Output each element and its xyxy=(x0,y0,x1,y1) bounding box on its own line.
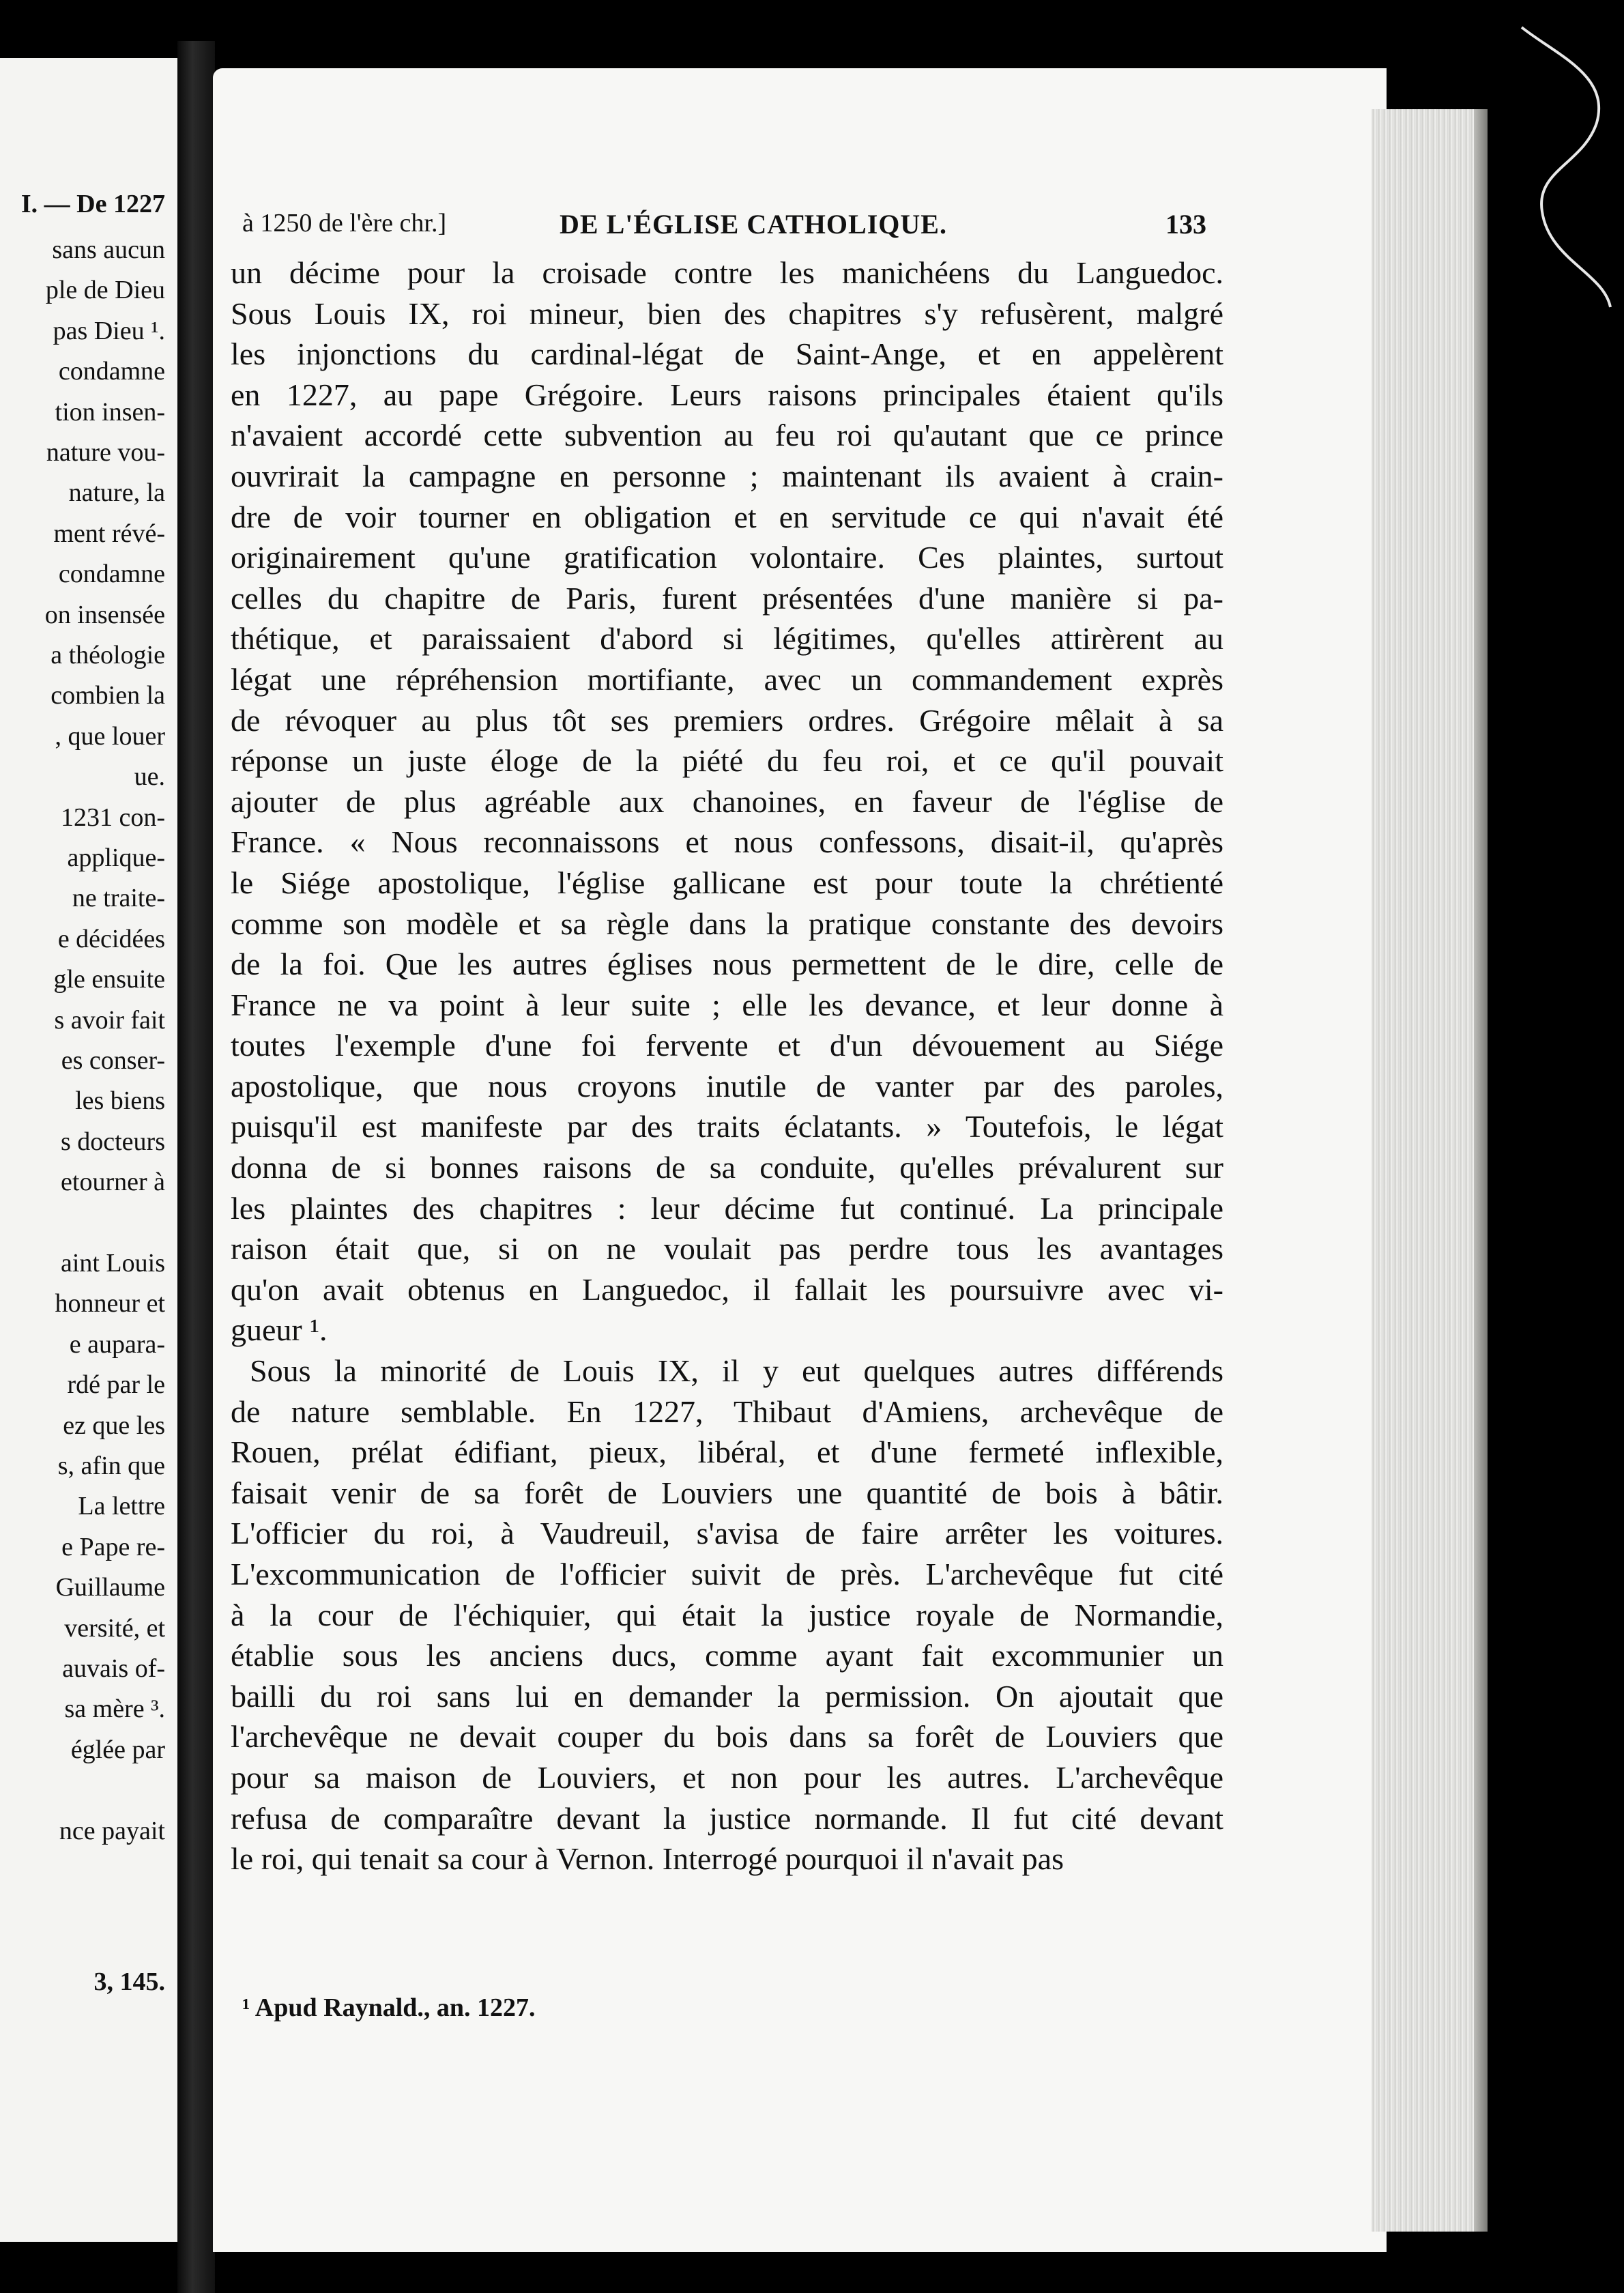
previous-page-line: églée par xyxy=(70,1735,165,1764)
body-line: légat une répréhension mortifiante, avec un commandement exprès xyxy=(231,661,1223,697)
body-line: celles du chapitre de Paris, furent présentées d'une manière si pa- xyxy=(231,580,1223,616)
body-line: puisqu'il est manifeste par des traits éclatants. » Toutefois, le légat xyxy=(231,1109,1223,1144)
footnote: ¹ Apud Raynald., an. 1227. xyxy=(242,1993,536,2022)
previous-page-line: rdé par le xyxy=(67,1370,165,1400)
body-line: pour sa maison de Louviers, et non pour les autres. L'archevêque xyxy=(231,1759,1223,1795)
body-line: Rouen, prélat édifiant, pieux, libéral, et d'une fermeté inflexible, xyxy=(231,1434,1223,1470)
body-line: raison était que, si on ne voulait pas perdre tous les avantages xyxy=(231,1231,1223,1267)
previous-page-line: 1231 con- xyxy=(60,803,165,832)
previous-page-header: I. — De 1227 xyxy=(20,190,165,218)
body-line: thétique, et paraissaient d'abord si légitimes, qu'elles attirèrent au xyxy=(231,621,1223,657)
body-line: L'officier du roi, à Vaudreuil, s'avisa de faire arrêter les voitures. xyxy=(231,1516,1223,1551)
body-line: ouvrirait la campagne en personne ; maintenant ils avaient à crain- xyxy=(231,458,1223,493)
body-text xyxy=(231,253,1223,1879)
body-line: l'archevêque ne devait couper du bois dans sa forêt de Louviers que xyxy=(231,1719,1223,1755)
body-line: n'avaient accordé cette subvention au feu roi qu'autant que ce prince xyxy=(231,418,1223,453)
previous-page-line: ue. xyxy=(134,762,165,792)
previous-page-line: sa mère ³. xyxy=(64,1694,165,1724)
running-header-left: à 1250 de l'ère chr.] xyxy=(242,209,447,237)
running-header-title: DE L'ÉGLISE CATHOLIQUE. xyxy=(560,209,947,240)
body-line: à la cour de l'échiquier, qui était la justice royale de Normandie, xyxy=(231,1597,1223,1632)
body-line: de la foi. Que les autres églises nous permettent de le dire, celle de xyxy=(231,947,1223,982)
previous-page-line: condamne xyxy=(58,560,165,589)
body-line: réponse un juste éloge de la piété du feu roi, et ce qu'il pouvait xyxy=(231,743,1223,779)
previous-page-line: es conser- xyxy=(61,1046,165,1075)
body-line: les injonctions du cardinal-légat de Saint-Ange, et en appelèrent xyxy=(231,336,1223,372)
body-line: dre de voir tourner en obligation et en servitude ce qui n'avait été xyxy=(231,499,1223,534)
body-line: faisait venir de sa forêt de Louviers une quantité de bois à bâtir. xyxy=(231,1475,1223,1510)
page-number: 133 xyxy=(1165,209,1206,240)
previous-page-line: sans aucun xyxy=(52,235,165,264)
body-line: L'excommunication de l'officier suivit de près. L'archevêque fut cité xyxy=(231,1557,1223,1591)
previous-page-line: gle ensuite xyxy=(53,965,165,994)
previous-page-line: nce payait xyxy=(59,1816,165,1845)
previous-page-line: e Pape re- xyxy=(61,1532,165,1561)
previous-page-line: ez que les xyxy=(63,1411,165,1440)
body-line: donna de si bonnes raisons de sa conduite, qu'elles prévalurent sur xyxy=(231,1150,1223,1185)
previous-page-line: La lettre xyxy=(78,1492,165,1521)
body-line: le roi, qui tenait sa cour à Vernon. Interrogé pourquoi il n'avait pas xyxy=(231,1841,1064,1877)
previous-page-line: e décidées xyxy=(57,924,165,953)
previous-page-line: on insensée xyxy=(44,600,165,629)
body-line: de révoquer au plus tôt ses premiers ordres. Grégoire mêlait à sa xyxy=(231,702,1223,738)
body-line: comme son modèle et sa règle dans la pratique constante des devoirs xyxy=(231,906,1223,941)
previous-page-fragment xyxy=(0,58,177,2242)
body-line: toutes l'exemple d'une foi fervente et d'un dévouement au Siége xyxy=(231,1028,1223,1063)
previous-page-line: pas Dieu ¹. xyxy=(53,316,165,345)
pencil-scribble-icon xyxy=(1494,14,1617,314)
previous-page-line: tion insen- xyxy=(55,397,165,427)
book-gutter xyxy=(177,41,215,2293)
body-line: gueur ¹. xyxy=(231,1312,328,1348)
previous-page-line: les biens xyxy=(75,1086,165,1116)
previous-page-line: versité, et xyxy=(64,1613,165,1643)
body-line: Sous Louis IX, roi mineur, bien des chapitres s'y refusèrent, malgré xyxy=(231,295,1223,331)
body-line: originairement qu'une gratification volontaire. Ces plaintes, surtout xyxy=(231,540,1223,575)
previous-page-line: condamne xyxy=(58,357,165,386)
previous-page-line: e aupara- xyxy=(69,1329,165,1359)
previous-page-footnote: 3, 145. xyxy=(93,1967,165,1996)
previous-page-line: honneur et xyxy=(55,1289,165,1318)
body-line: les plaintes des chapitres : leur décime fut continué. La principale xyxy=(231,1190,1223,1226)
body-line: en 1227, au pape Grégoire. Leurs raisons principales étaient qu'ils xyxy=(231,377,1223,412)
previous-page-line: applique- xyxy=(67,843,165,872)
body-line: refusa de comparaître devant la justice normande. Il fut cité devant xyxy=(231,1800,1223,1836)
body-line: France ne va point à leur suite ; elle les devance, et leur donne à xyxy=(231,987,1223,1022)
body-line: France. « Nous reconnaissons et nous confessons, disait-il, qu'après xyxy=(231,824,1223,860)
previous-page-line: Guillaume xyxy=(55,1573,165,1602)
body-line: Sous la minorité de Louis IX, il y eut quelques autres différends xyxy=(250,1353,1223,1389)
previous-page-line: ment révé- xyxy=(53,519,165,548)
previous-page-line: ne traite- xyxy=(72,884,165,913)
previous-page-line: aint Louis xyxy=(60,1249,165,1278)
body-line: ajouter de plus agréable aux chanoines, en faveur de l'église de xyxy=(231,783,1223,819)
previous-page-line: nature vou- xyxy=(46,438,165,467)
body-line: bailli du roi sans lui en demander la permission. On ajoutait que xyxy=(231,1678,1223,1714)
previous-page-line: s avoir fait xyxy=(54,1005,165,1035)
body-line: établie sous les anciens ducs, comme ayant fait excommunier un xyxy=(231,1638,1223,1673)
body-line: le Siége apostolique, l'église gallicane est pour toute la chrétienté xyxy=(231,865,1223,900)
previous-page-line: combien la xyxy=(50,681,165,710)
body-line: apostolique, que nous croyons inutile de vanter par des paroles, xyxy=(231,1068,1223,1104)
previous-page-line: ple de Dieu xyxy=(45,276,165,305)
previous-page-line: auvais of- xyxy=(62,1654,165,1683)
body-line: qu'on avait obtenus en Languedoc, il fallait les poursuivre avec vi- xyxy=(231,1271,1223,1307)
previous-page-line: nature, la xyxy=(68,478,165,508)
previous-page-line: , que louer xyxy=(55,721,165,751)
previous-page-line: a théologie xyxy=(50,641,165,669)
previous-page-line: s, afin que xyxy=(57,1452,165,1480)
body-line: un décime pour la croisade contre les manichéens du Languedoc. xyxy=(231,255,1223,290)
page-edge-stack xyxy=(1372,109,1488,2232)
previous-page-line: etourner à xyxy=(61,1168,165,1197)
body-line: de nature semblable. En 1227, Thibaut d'Amiens, archevêque de xyxy=(231,1394,1223,1429)
previous-page-line: s docteurs xyxy=(60,1127,165,1156)
